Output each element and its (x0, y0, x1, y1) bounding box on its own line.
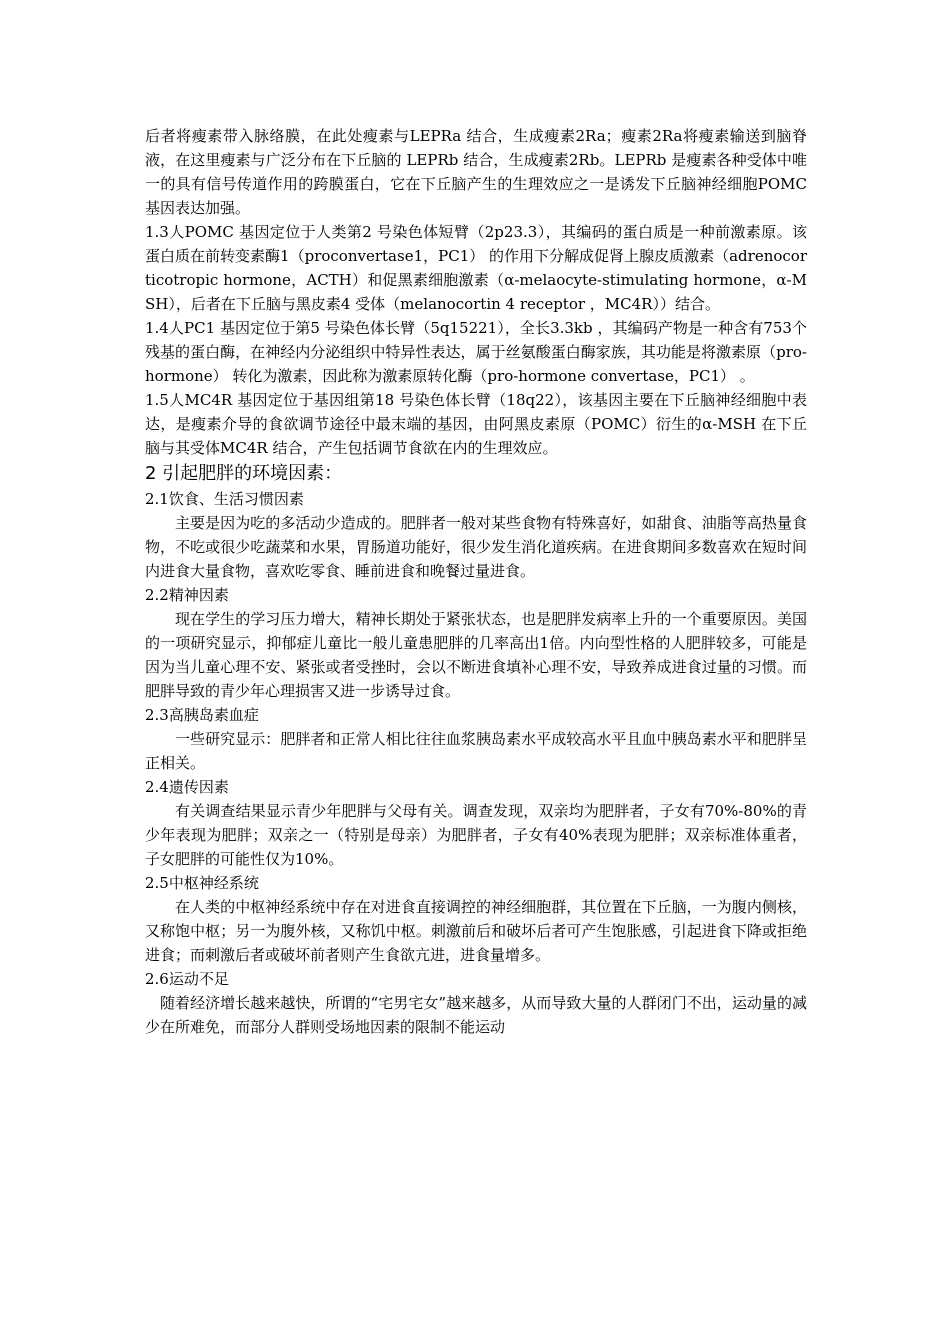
section-heading-environmental-factors: 2 引起肥胖的环境因素： (145, 463, 343, 484)
paragraph-pc1-gene: 1.4人PC1 基因定位于第5 号染色体长臂（5q15221），全长3.3kb ，其编码产物是一种含有753个残基的蛋白酶，在神经内分泌组织中特异性表达，属于丝氨酸蛋白酶家族，其功能是将激素原（pro-hormone） 转化为激素，因此称为激素原转化酶（pro-hormone convertase，PC1） 。 (145, 319, 807, 385)
paragraph-mc4r-gene: 1.5人MC4R 基因定位于基因组第18 号染色体长臂（18q22），该基因主要在下丘脑神经细胞中表达，是瘦素介导的食欲调节途径中最末端的基因，由阿黑皮素原（POMC）衍生的α-MSH 在下丘脑与其受体MC4R 结合，产生包括调节食欲在内的生理效应。 (145, 391, 807, 457)
paragraph-genetic-factors: 有关调查结果显示青少年肥胖与父母有关。调查发现，双亲均为肥胖者，子女有70%-80%的青少年表现为肥胖；双亲之一（特别是母亲）为肥胖者，子女有40%表现为肥胖；双亲标准体重者，子女肥胖的可能性仅为10%。 (145, 802, 807, 868)
paragraph-central-nervous-system: 在人类的中枢神经系统中存在对进食直接调控的神经细胞群，其位置在下丘脑，一为腹内侧核，又称饱中枢；另一为腹外核，又称饥中枢。刺激前后和破坏后者可产生饱胀感，引起进食下降或拒绝进食；而刺激后者或破坏前者则产生食欲亢进，进食量增多。 (145, 898, 807, 964)
subheading-hyperinsulinemia: 2.3高胰岛素血症 (145, 706, 259, 724)
paragraph-leptin-receptors: 后者将瘦素带入脉络膜，在此处瘦素与LEPRa 结合，生成瘦素2Ra；瘦素2Ra将瘦素输送到脑脊液，在这里瘦素与广泛分布在下丘脑的 LEPRb 结合，生成瘦素2Rb。LEPRb 是瘦素各种受体中唯一的具有信号传道作用的跨膜蛋白，它在下丘脑产生的生理效应之一是诱发下丘脑神经细胞POMC 基因表达加强。 (145, 127, 807, 217)
document-body (145, 124, 807, 1039)
subheading-mental-factors: 2.2精神因素 (145, 586, 229, 604)
subheading-genetic-factors: 2.4遗传因素 (145, 778, 229, 796)
subheading-lack-of-exercise: 2.6运动不足 (145, 970, 229, 988)
paragraph-mental-factors: 现在学生的学习压力增大，精神长期处于紧张状态，也是肥胖发病率上升的一个重要原因。美国的一项研究显示，抑郁症儿童比一般儿童患肥胖的几率高出1倍。内向型性格的人肥胖较多，可能是因为当儿童心理不安、紧张或者受挫时，会以不断进食填补心理不安，导致养成进食过量的习惯。而肥胖导致的青少年心理损害又进一步诱导过食。 (145, 610, 807, 700)
paragraph-hyperinsulinemia: 一些研究显示：肥胖者和正常人相比往往血浆胰岛素水平成较高水平且血中胰岛素水平和肥胖呈正相关。 (145, 730, 807, 772)
paragraph-lack-of-exercise: 随着经济增长越来越快，所谓的“宅男宅女”越来越多，从而导致大量的人群闭门不出，运动量的减少在所难免，而部分人群则受场地因素的限制不能运动 (145, 994, 807, 1036)
subheading-diet-habits: 2.1饮食、生活习惯因素 (145, 490, 304, 508)
subheading-central-nervous-system: 2.5中枢神经系统 (145, 874, 259, 892)
paragraph-diet-habits: 主要是因为吃的多活动少造成的。肥胖者一般对某些食物有特殊喜好，如甜食、油脂等高热量食物，不吃或很少吃蔬菜和水果，胃肠道功能好，很少发生消化道疾病。在进食期间多数喜欢在短时间内进食大量食物，喜欢吃零食、睡前进食和晚餐过量进食。 (145, 514, 807, 580)
paragraph-pomc-gene: 1.3人POMC 基因定位于人类第2 号染色体短臂（2p23.3），其编码的蛋白质是一种前激素原。该蛋白质在前转变素酶1（proconvertase1，PC1） 的作用下分解成促肾上腺皮质激素（adrenocorticotropic hormone，ACTH）和促黑素细胞激素（α-melaocyte-stimulating hormone，α-MSH），后者在下丘脑与黑皮素4 受体（melanocortin 4 receptor ，MC4R））结合。 (145, 223, 807, 313)
